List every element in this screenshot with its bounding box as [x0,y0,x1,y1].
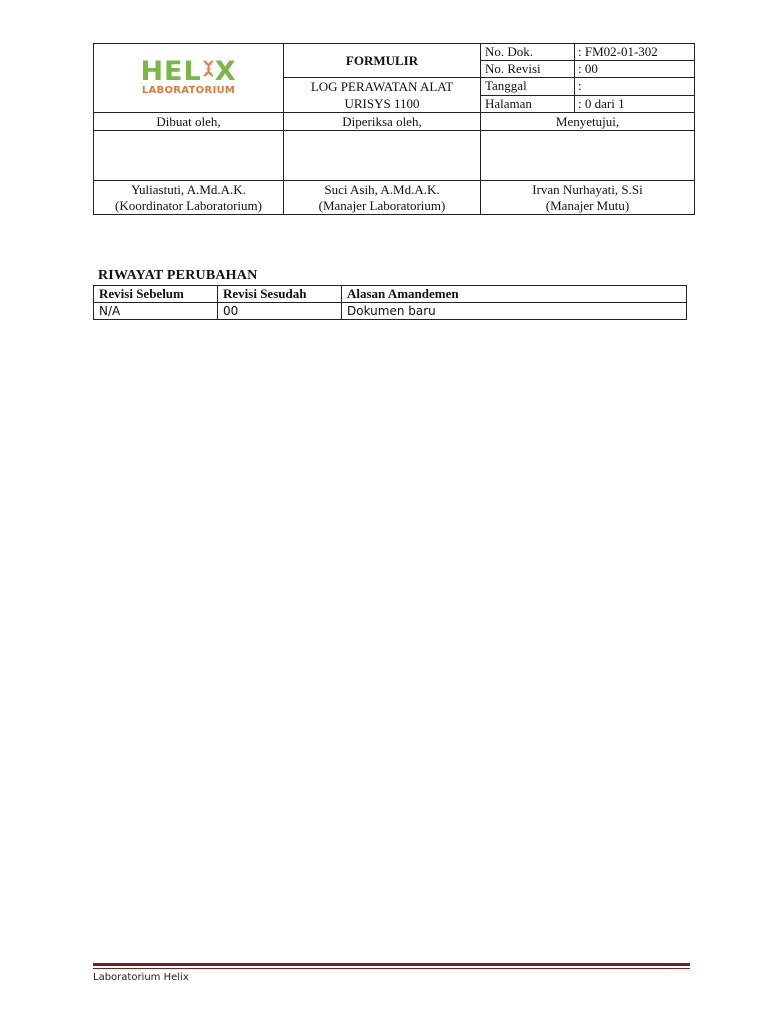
meta-label-page: Halaman [481,95,575,113]
signature-box-checked [284,131,481,181]
table-header-row [94,286,687,303]
meta-label-date: Tanggal [481,78,575,96]
meta-value-date: : [575,78,695,96]
meta-value-page: : 0 dari 1 [575,95,695,113]
signature-header-approved: Menyetujui, [481,113,695,131]
footer-text: Laboratorium Helix [93,972,189,983]
logo-cell [94,44,284,113]
meta-value-revision: : 00 [575,61,695,78]
footer-rule-thin [93,968,690,969]
meta-label-doc-no: No. Dok. [481,44,575,61]
signature-header-checked: Diperiksa oleh, [284,113,481,131]
cell-next-revision: 00 [218,303,342,320]
form-title: LOG PERAWATAN ALAT URISYS 1100 [284,78,481,113]
helix-logo: HEL X LABORATORIUM [140,56,237,96]
history-section-title: RIWAYAT PERUBAHAN [98,268,258,283]
signatory-approved: Irvan Nurhayati, S.Si (Manajer Mutu) [481,181,695,215]
signatory-checked: Suci Asih, A.Md.A.K. (Manajer Laboratorium) [284,181,481,215]
column-header-prev-revision: Revisi Sebelum [94,286,218,303]
signatory-prepared: Yuliastuti, A.Md.A.K. (Koordinator Laboratorium) [94,181,284,215]
column-header-next-revision: Revisi Sesudah [218,286,342,303]
column-header-reason: Alasan Amandemen [342,286,687,303]
signature-box-approved [481,131,695,181]
dna-helix-icon [202,60,215,82]
signature-box-prepared [94,131,284,181]
signature-header-prepared: Dibuat oleh, [94,113,284,131]
meta-label-revision: No. Revisi [481,61,575,78]
meta-value-doc-no: : FM02-01-302 [575,44,695,61]
table-row [94,303,687,320]
footer-rule-thick [93,963,690,966]
cell-reason: Dokumen baru [342,303,687,320]
revision-history-table [93,285,687,320]
cell-prev-revision: N/A [94,303,218,320]
form-type: FORMULIR [284,44,481,78]
document-header-table [93,43,695,215]
